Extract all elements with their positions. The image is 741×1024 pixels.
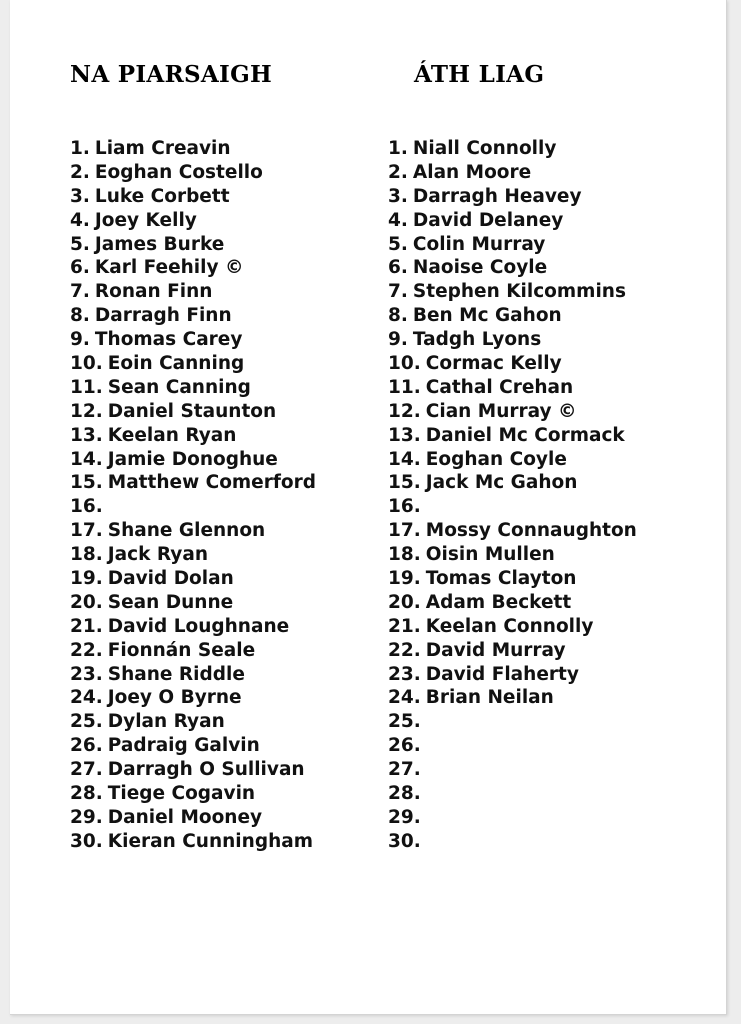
player-number: 24.	[70, 687, 103, 709]
player-number: 24.	[388, 687, 421, 709]
player-row	[70, 663, 316, 687]
player-number: 25.	[70, 711, 103, 733]
player-number: 11.	[70, 376, 103, 398]
player-name: Daniel Mooney	[107, 806, 263, 828]
player-number: 29.	[70, 806, 103, 828]
player-name: Dylan Ryan	[107, 711, 225, 733]
player-number: 6.	[388, 257, 408, 279]
player-row	[388, 400, 637, 424]
player-row	[70, 448, 316, 472]
player-row	[388, 567, 637, 591]
player-number: 4.	[388, 209, 408, 231]
player-row	[388, 830, 637, 854]
player-name: Tadgh Lyons	[412, 329, 542, 351]
player-row	[388, 639, 637, 663]
player-number: 1.	[388, 138, 408, 159]
player-number: 30.	[70, 830, 103, 852]
player-row	[388, 376, 637, 400]
player-number: 4.	[70, 209, 90, 231]
player-row	[388, 256, 637, 280]
player-row	[70, 352, 316, 376]
player-row	[70, 806, 316, 830]
player-name: Darragh Heavey	[412, 185, 582, 207]
player-number: 9.	[388, 329, 408, 351]
player-row	[388, 663, 637, 687]
player-name: Stephen Kilcommins	[412, 281, 626, 303]
player-name: Kieran Cunningham	[107, 830, 313, 852]
player-row	[70, 328, 316, 352]
player-number: 7.	[388, 281, 408, 303]
player-name: Tiege Cogavin	[107, 783, 256, 805]
player-row	[388, 686, 637, 710]
player-name: Cathal Crehan	[425, 376, 574, 398]
player-name: Shane Riddle	[107, 663, 245, 685]
player-name: Darragh O Sullivan	[107, 759, 305, 781]
player-name: Eoghan Costello	[94, 161, 263, 183]
player-name: David Loughnane	[107, 615, 290, 637]
player-number: 15.	[388, 472, 421, 494]
player-name: Thomas Carey	[94, 329, 243, 351]
player-number: 17.	[388, 520, 421, 542]
player-row	[70, 758, 316, 782]
player-number: 22.	[70, 639, 103, 661]
player-row	[70, 137, 316, 161]
player-number: 6.	[70, 257, 90, 279]
player-name: Padraig Galvin	[107, 735, 260, 757]
player-row	[388, 519, 637, 543]
player-name: Shane Glennon	[107, 520, 266, 542]
player-row	[388, 233, 637, 257]
player-row	[388, 328, 637, 352]
player-name: Daniel Mc Cormack	[425, 424, 625, 446]
player-number: 19.	[70, 568, 103, 590]
player-row	[70, 376, 316, 400]
player-row	[388, 806, 637, 830]
player-name: Eoghan Coyle	[425, 448, 567, 470]
player-number: 28.	[70, 783, 103, 805]
player-number: 13.	[70, 424, 103, 446]
player-row	[70, 256, 316, 280]
player-name: Luke Corbett	[94, 185, 230, 207]
team-sheet-page	[10, 0, 727, 1015]
player-row	[70, 161, 316, 185]
player-list	[388, 137, 637, 854]
player-name: Keelan Connolly	[425, 615, 594, 637]
player-name: Eoin Canning	[107, 353, 245, 375]
player-number: 22.	[388, 639, 421, 661]
player-row	[70, 830, 316, 854]
player-name: Niall Connolly	[412, 138, 557, 159]
player-row	[388, 448, 637, 472]
player-number: 26.	[70, 735, 103, 757]
player-row	[388, 615, 637, 639]
player-row	[70, 471, 316, 495]
player-number: 5.	[388, 233, 408, 255]
player-number: 15.	[70, 472, 103, 494]
player-number: 16.	[388, 496, 421, 518]
player-number: 12.	[388, 400, 421, 422]
player-number: 20.	[70, 591, 103, 613]
player-row	[70, 710, 316, 734]
player-row	[388, 495, 637, 519]
player-number: 12.	[70, 400, 103, 422]
player-name: Colin Murray	[412, 233, 546, 255]
player-number: 27.	[388, 759, 421, 781]
player-row	[70, 591, 316, 615]
player-row	[388, 591, 637, 615]
player-row	[70, 734, 316, 758]
player-name: Darragh Finn	[94, 305, 232, 327]
player-number: 20.	[388, 591, 421, 613]
player-number: 11.	[388, 376, 421, 398]
player-name: Cormac Kelly	[425, 353, 562, 375]
player-number: 29.	[388, 806, 421, 828]
player-number: 10.	[388, 353, 421, 375]
player-name: Ronan Finn	[94, 281, 213, 303]
player-number: 1.	[70, 138, 90, 159]
player-number: 8.	[70, 305, 90, 327]
player-row	[388, 758, 637, 782]
player-name: David Murray	[425, 639, 566, 661]
player-name: David Delaney	[412, 209, 564, 231]
player-number: 25.	[388, 711, 421, 733]
player-name: Brian Neilan	[425, 687, 554, 709]
team-column-ath-liag	[388, 58, 637, 854]
player-row	[388, 185, 637, 209]
player-name: Oisin Mullen	[425, 544, 555, 566]
team-title: NA PIARSAIGH	[70, 61, 273, 88]
player-row	[388, 280, 637, 304]
player-name: Jack Mc Gahon	[425, 472, 578, 494]
player-number: 2.	[388, 161, 408, 183]
player-name: Joey Kelly	[94, 209, 197, 231]
player-name: Adam Beckett	[425, 591, 572, 613]
team-title: ÁTH LIAG	[414, 61, 545, 88]
player-row	[70, 567, 316, 591]
player-number: 13.	[388, 424, 421, 446]
player-row	[70, 495, 316, 519]
player-number: 21.	[388, 615, 421, 637]
player-number: 9.	[70, 329, 90, 351]
player-row	[70, 185, 316, 209]
player-row	[388, 424, 637, 448]
player-row	[70, 686, 316, 710]
player-name: Mossy Connaughton	[425, 520, 637, 542]
player-name: Ben Mc Gahon	[412, 305, 562, 327]
player-number: 23.	[388, 663, 421, 685]
player-number: 7.	[70, 281, 90, 303]
player-name: Cian Murray ©	[425, 400, 577, 422]
player-number: 5.	[70, 233, 90, 255]
player-name: Matthew Comerford	[107, 472, 316, 494]
player-name: Keelan Ryan	[107, 424, 237, 446]
player-name: Naoise Coyle	[412, 257, 548, 279]
player-row	[388, 734, 637, 758]
player-row	[70, 233, 316, 257]
player-number: 3.	[70, 185, 90, 207]
player-row	[388, 304, 637, 328]
team-column-na-piarsaigh	[70, 58, 316, 854]
player-row	[70, 400, 316, 424]
player-number: 10.	[70, 353, 103, 375]
player-number: 14.	[388, 448, 421, 470]
player-name: Alan Moore	[412, 161, 532, 183]
player-name: Tomas Clayton	[425, 568, 577, 590]
player-number: 14.	[70, 448, 103, 470]
player-row	[70, 280, 316, 304]
player-number: 16.	[70, 496, 103, 518]
player-list	[70, 137, 316, 854]
player-name: Joey O Byrne	[107, 687, 242, 709]
player-number: 21.	[70, 615, 103, 637]
player-number: 3.	[388, 185, 408, 207]
player-number: 17.	[70, 520, 103, 542]
player-name: Karl Feehily ©	[94, 257, 244, 279]
player-number: 8.	[388, 305, 408, 327]
player-number: 28.	[388, 783, 421, 805]
player-number: 30.	[388, 830, 421, 852]
player-row	[388, 161, 637, 185]
player-row	[388, 137, 637, 161]
player-number: 26.	[388, 735, 421, 757]
player-number: 23.	[70, 663, 103, 685]
player-row	[70, 519, 316, 543]
player-name: Liam Creavin	[94, 138, 231, 159]
player-name: Jack Ryan	[107, 544, 208, 566]
player-name: Sean Canning	[107, 376, 251, 398]
player-row	[70, 209, 316, 233]
player-number: 19.	[388, 568, 421, 590]
player-row	[70, 424, 316, 448]
player-row	[70, 639, 316, 663]
player-row	[70, 782, 316, 806]
player-row	[388, 471, 637, 495]
player-number: 27.	[70, 759, 103, 781]
player-name: Fionnán Seale	[107, 639, 256, 661]
player-name: Daniel Staunton	[107, 400, 277, 422]
player-row	[388, 209, 637, 233]
player-row	[388, 710, 637, 734]
player-row	[70, 304, 316, 328]
player-row	[388, 352, 637, 376]
player-number: 18.	[388, 544, 421, 566]
player-row	[388, 543, 637, 567]
player-name: Jamie Donoghue	[107, 448, 278, 470]
player-name: David Flaherty	[425, 663, 579, 685]
player-row	[70, 615, 316, 639]
player-number: 2.	[70, 161, 90, 183]
player-name: James Burke	[94, 233, 225, 255]
player-name: David Dolan	[107, 568, 234, 590]
player-row	[388, 782, 637, 806]
player-row	[70, 543, 316, 567]
player-name: Sean Dunne	[107, 591, 234, 613]
player-number: 18.	[70, 544, 103, 566]
